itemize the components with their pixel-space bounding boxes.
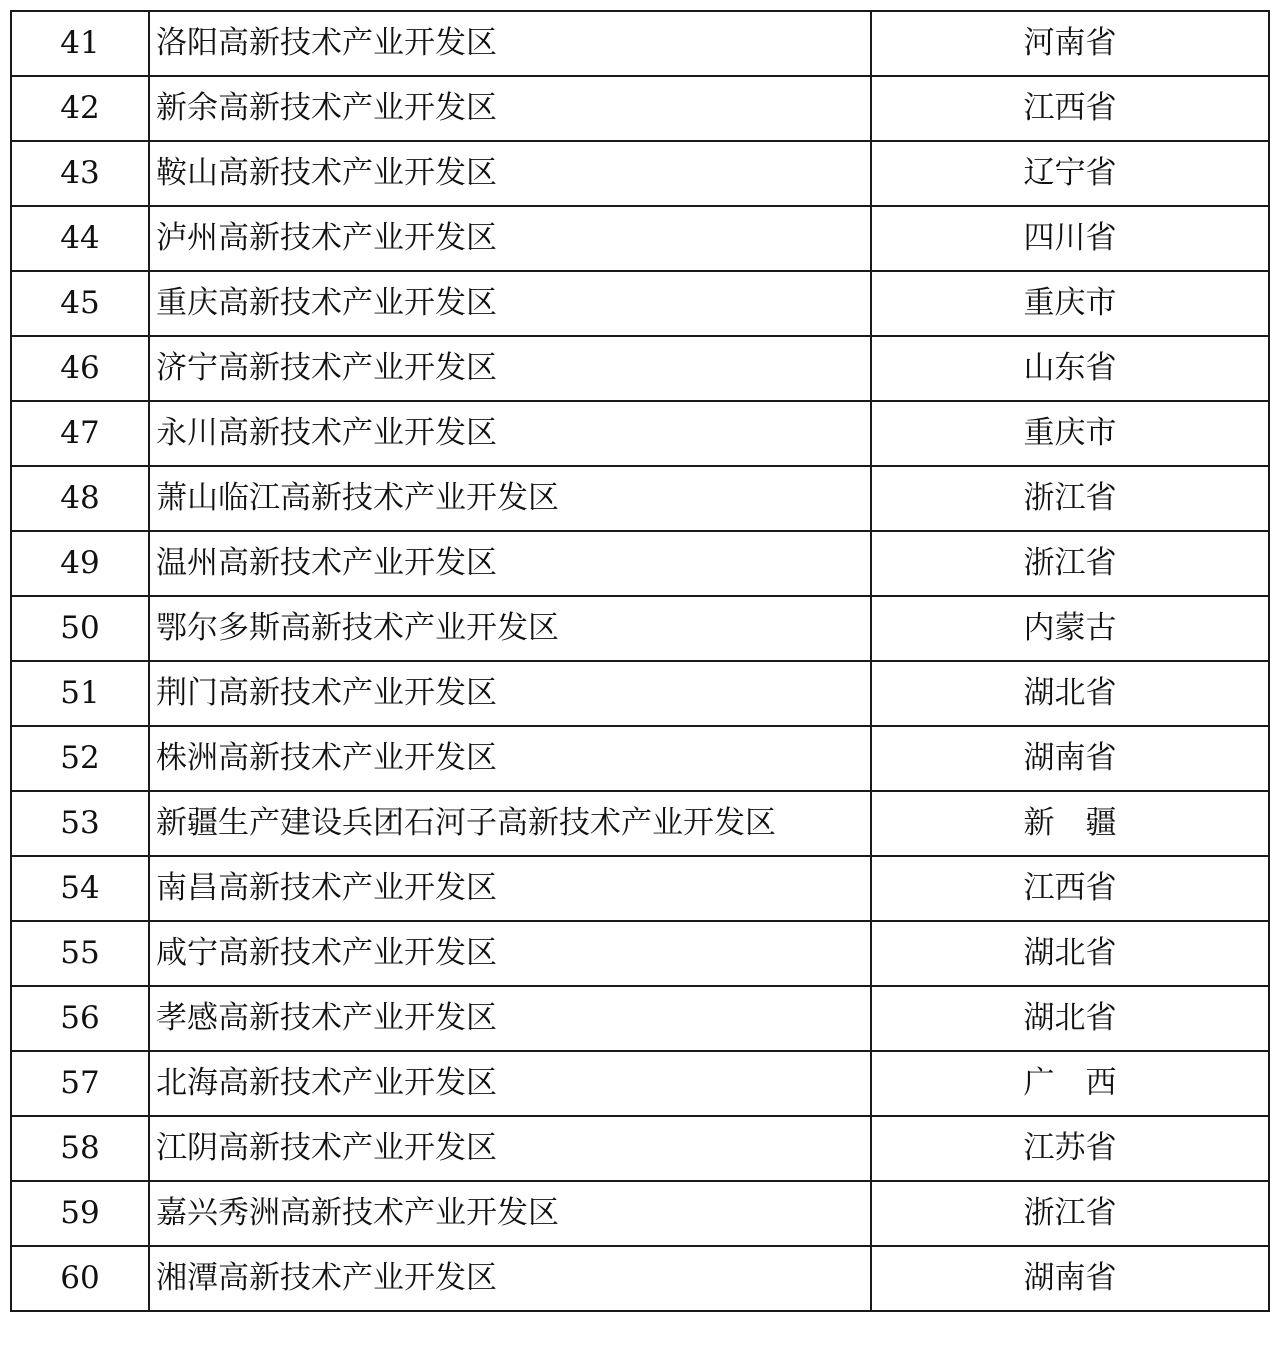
table-row — [11, 1051, 1269, 1116]
zone-name: 孝感高新技术产业开发区 — [149, 986, 871, 1051]
zone-name: 新疆生产建设兵团石河子高新技术产业开发区 — [149, 791, 871, 856]
province: 湖南省 — [871, 1246, 1269, 1311]
province: 广 西 — [871, 1051, 1269, 1116]
table-row — [11, 921, 1269, 986]
zone-name: 荆门高新技术产业开发区 — [149, 661, 871, 726]
row-number: 55 — [11, 921, 149, 986]
row-number: 45 — [11, 271, 149, 336]
table-row — [11, 401, 1269, 466]
zone-name: 温州高新技术产业开发区 — [149, 531, 871, 596]
table-row — [11, 141, 1269, 206]
row-number: 60 — [11, 1246, 149, 1311]
table-row — [11, 76, 1269, 141]
province: 湖北省 — [871, 661, 1269, 726]
row-number: 42 — [11, 76, 149, 141]
zone-name: 北海高新技术产业开发区 — [149, 1051, 871, 1116]
zone-name: 株洲高新技术产业开发区 — [149, 726, 871, 791]
table-row — [11, 1246, 1269, 1311]
table-row — [11, 726, 1269, 791]
table-row — [11, 271, 1269, 336]
zone-name: 嘉兴秀洲高新技术产业开发区 — [149, 1181, 871, 1246]
row-number: 51 — [11, 661, 149, 726]
zone-name: 萧山临江高新技术产业开发区 — [149, 466, 871, 531]
province: 江西省 — [871, 76, 1269, 141]
row-number: 52 — [11, 726, 149, 791]
row-number: 44 — [11, 206, 149, 271]
province: 山东省 — [871, 336, 1269, 401]
zone-list-table — [10, 10, 1270, 1312]
province: 江西省 — [871, 856, 1269, 921]
zone-name: 重庆高新技术产业开发区 — [149, 271, 871, 336]
table-row — [11, 1181, 1269, 1246]
zone-list-body — [11, 11, 1269, 1311]
zone-name: 咸宁高新技术产业开发区 — [149, 921, 871, 986]
province: 新 疆 — [871, 791, 1269, 856]
row-number: 46 — [11, 336, 149, 401]
row-number: 50 — [11, 596, 149, 661]
province: 河南省 — [871, 11, 1269, 76]
province: 重庆市 — [871, 271, 1269, 336]
row-number: 47 — [11, 401, 149, 466]
province: 重庆市 — [871, 401, 1269, 466]
province: 浙江省 — [871, 466, 1269, 531]
table-row — [11, 596, 1269, 661]
row-number: 54 — [11, 856, 149, 921]
province: 四川省 — [871, 206, 1269, 271]
table-row — [11, 791, 1269, 856]
zone-name: 江阴高新技术产业开发区 — [149, 1116, 871, 1181]
row-number: 57 — [11, 1051, 149, 1116]
row-number: 53 — [11, 791, 149, 856]
row-number: 48 — [11, 466, 149, 531]
row-number: 58 — [11, 1116, 149, 1181]
table-row — [11, 531, 1269, 596]
province: 浙江省 — [871, 1181, 1269, 1246]
province: 湖南省 — [871, 726, 1269, 791]
zone-name: 南昌高新技术产业开发区 — [149, 856, 871, 921]
province: 辽宁省 — [871, 141, 1269, 206]
zone-name: 鄂尔多斯高新技术产业开发区 — [149, 596, 871, 661]
zone-name: 新余高新技术产业开发区 — [149, 76, 871, 141]
zone-name: 泸州高新技术产业开发区 — [149, 206, 871, 271]
table-row — [11, 986, 1269, 1051]
table-row — [11, 1116, 1269, 1181]
province: 江苏省 — [871, 1116, 1269, 1181]
table-row — [11, 856, 1269, 921]
table-row — [11, 11, 1269, 76]
table-row — [11, 466, 1269, 531]
row-number: 59 — [11, 1181, 149, 1246]
province: 湖北省 — [871, 986, 1269, 1051]
zone-name: 鞍山高新技术产业开发区 — [149, 141, 871, 206]
row-number: 56 — [11, 986, 149, 1051]
zone-name: 永川高新技术产业开发区 — [149, 401, 871, 466]
table-row — [11, 336, 1269, 401]
zone-name: 湘潭高新技术产业开发区 — [149, 1246, 871, 1311]
province: 内蒙古 — [871, 596, 1269, 661]
table-row — [11, 661, 1269, 726]
province: 浙江省 — [871, 531, 1269, 596]
province: 湖北省 — [871, 921, 1269, 986]
table-row — [11, 206, 1269, 271]
row-number: 43 — [11, 141, 149, 206]
zone-name: 济宁高新技术产业开发区 — [149, 336, 871, 401]
row-number: 49 — [11, 531, 149, 596]
row-number: 41 — [11, 11, 149, 76]
zone-name: 洛阳高新技术产业开发区 — [149, 11, 871, 76]
